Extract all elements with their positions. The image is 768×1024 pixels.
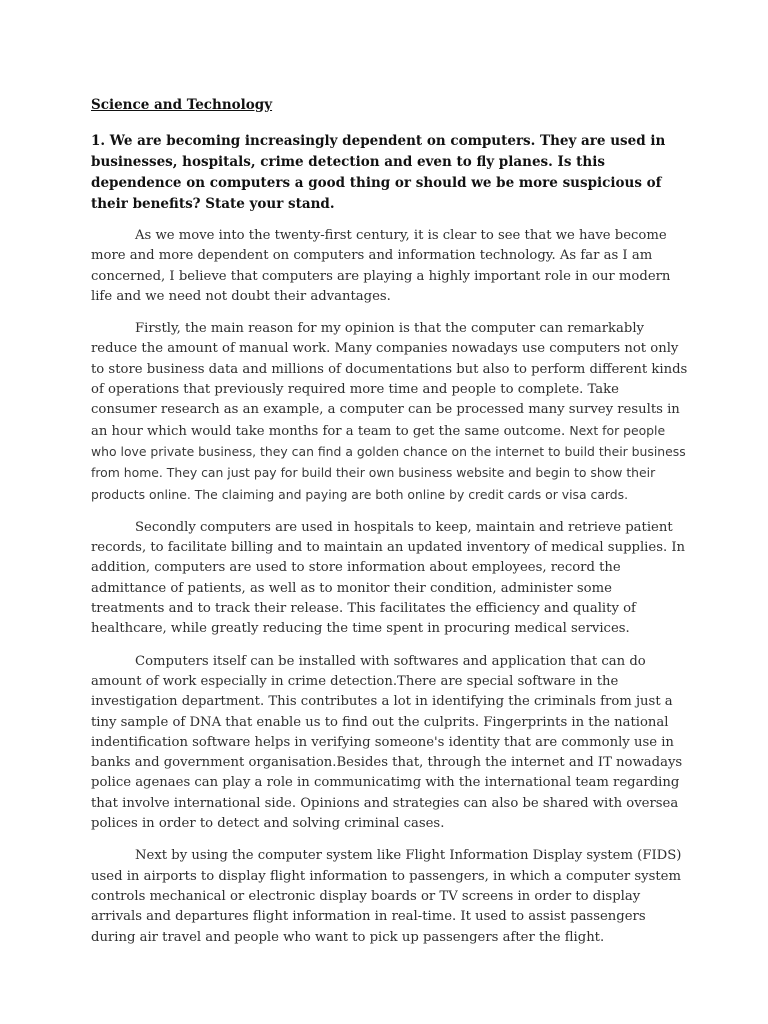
paragraph-text: Firstly, the main reason for my opinion is that the computer can remarkably reduce the amount of manual work. Many companies nowadays use computers not only to store business data and millions of documentations but also to perform different kinds of operations that previously required more time and people to complete. Take consumer research as an example, a computer can be processed many survey results in an hour which would take months for a team to get the same outcome.: [91, 321, 688, 439]
paragraph-crime-detection: [91, 652, 688, 835]
paragraph-text: As we move into the twenty-first century, it is clear to see that we have become more and more dependent on computers and information technology. As far as I am concerned, I believe that computers are playing a highly important role in our modern life and we need not doubt their advantages.: [91, 228, 671, 304]
paragraph-manual-work: [91, 319, 688, 506]
essay-question: 1. We are becoming increasingly dependent on computers. They are used in businesses, hospitals, crime detection and even to fly planes. Is this dependence on computers a good thing or should we be more suspicious of their benefits? State your stand.: [91, 133, 666, 212]
paragraph-text-sans: Next for people who love private business, they can find a golden chance on the internet to build their business from home. They can just pay for build their own business website and begin to show their products online. The claiming and paying are both online by credit cards or visa cards.: [91, 422, 686, 502]
paragraph-flight-display: [91, 846, 688, 947]
document-heading: Science and Technology: [91, 97, 273, 113]
paragraph-text: Computers itself can be installed with softwares and application that can do amount of work especially in crime detection.There are special software in the investigation department. This contributes a lot in identifying the criminals from just a tiny sample of DNA that enable us to find out the culprits. Fingerprints in the national indentification software helps in verifying someone's identity that are commonly use in banks and government organisation.Besides that, through the internet and IT nowadays police agenaes can play a role in communicatimg with the international team regarding that involve international side. Opinions and strategies can also be shared with oversea polices in order to detect and solving criminal cases.: [91, 653, 683, 832]
paragraph-text: Secondly computers are used in hospitals to keep, maintain and retrieve patient records, to facilitate billing and to maintain an updated inventory of medical supplies. In addition, computers are used to store information about employees, record the admittance of patients, as well as to monitor their condition, administer some treatments and to track their release. This facilitates the efficiency and quality of healthcare, while greatly reducing the time spent in procuring medical services.: [91, 519, 686, 637]
paragraph-hospitals: [91, 518, 688, 640]
paragraph-introduction: [91, 226, 688, 307]
paragraph-text: Next by using the computer system like Flight Information Display system (FIDS) used in airports to display flight information to passengers, in which a computer system controls mechanical or electronic display boards or TV screens in order to display arrivals and departures flight information in real-time. It used to assist passengers during air travel and people who want to pick up passengers after the flight.: [91, 848, 682, 945]
